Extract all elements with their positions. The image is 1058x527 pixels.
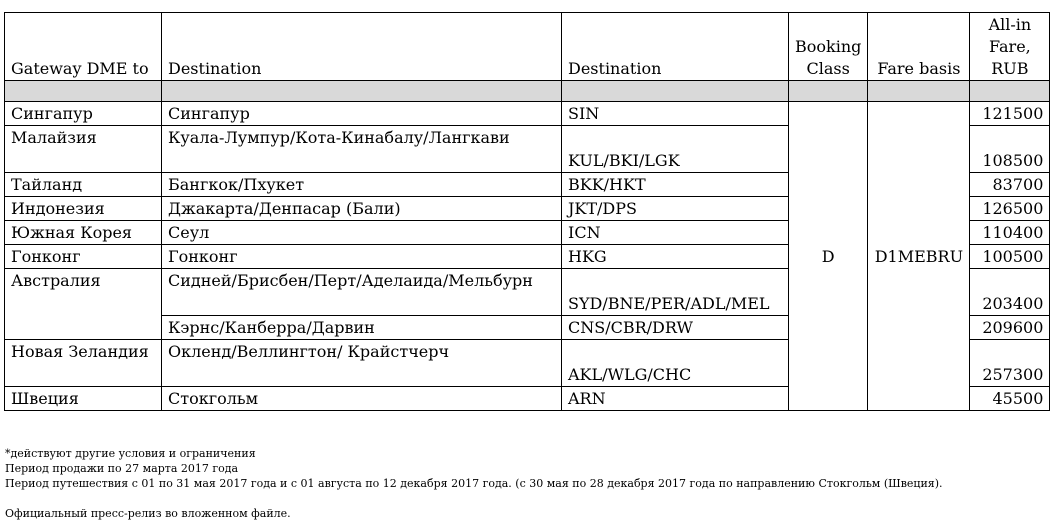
fare-cell: 257300	[970, 340, 1050, 387]
fare-cell: 45500	[970, 387, 1050, 411]
country-cell: Тайланд	[5, 173, 162, 197]
footnote-press-release: Официальный пресс-релиз во вложенном файле.	[5, 507, 291, 520]
fare-basis-cell: D1MEBRU	[868, 102, 970, 411]
fare-cell: 83700	[970, 173, 1050, 197]
footnote-travel-period: Период путешествия с 01 по 31 мая 2017 года и с 01 августа по 12 декабря 2017 года. (с 30 мая по 28 декабря 2017 года по направлению Стокгольм (Швеция).	[5, 477, 943, 490]
city-cell: Гонконг	[162, 245, 562, 269]
code-cell: SYD/BNE/PER/ADL/MEL	[562, 269, 789, 316]
city-cell: Окленд/Веллингтон/ Крайстчерч	[162, 340, 562, 387]
country-cell: Новая Зеландия	[5, 340, 162, 387]
fare-cell: 121500	[970, 102, 1050, 126]
country-cell: Малайзия	[5, 126, 162, 173]
header-row	[5, 13, 1050, 81]
fare-cell: 209600	[970, 316, 1050, 340]
header-destination-code: Destination	[562, 13, 789, 81]
code-cell: ARN	[562, 387, 789, 411]
city-cell: Сидней/Брисбен/Перт/Аделаида/Мельбурн	[162, 269, 562, 316]
country-cell: Австралия	[5, 269, 162, 340]
header-fare-basis: Fare basis	[868, 13, 970, 81]
city-cell: Сингапур	[162, 102, 562, 126]
footnote-sale-period: Период продажи по 27 марта 2017 года	[5, 462, 239, 475]
city-cell: Кэрнс/Канберра/Дарвин	[162, 316, 562, 340]
booking-class-cell: D	[789, 102, 868, 411]
separator-row	[5, 81, 1050, 102]
code-cell: BKK/HKT	[562, 173, 789, 197]
city-cell: Стокгольм	[162, 387, 562, 411]
country-cell: Сингапур	[5, 102, 162, 126]
header-gateway: Gateway DME to	[5, 13, 162, 81]
country-cell: Южная Корея	[5, 221, 162, 245]
footnotes	[5, 446, 943, 521]
fare-cell: 203400	[970, 269, 1050, 316]
fare-cell: 100500	[970, 245, 1050, 269]
city-cell: Куала-Лумпур/Кота-Кинабалу/Лангкави	[162, 126, 562, 173]
footnote-conditions: *действуют другие условия и ограничения	[5, 447, 256, 460]
header-fare: All-in Fare, RUB	[970, 13, 1050, 81]
country-cell: Индонезия	[5, 197, 162, 221]
fare-cell: 108500	[970, 126, 1050, 173]
code-cell: SIN	[562, 102, 789, 126]
code-cell: JKT/DPS	[562, 197, 789, 221]
country-cell: Швеция	[5, 387, 162, 411]
fare-cell: 126500	[970, 197, 1050, 221]
code-cell: KUL/BKI/LGK	[562, 126, 789, 173]
code-cell: HKG	[562, 245, 789, 269]
code-cell: AKL/WLG/CHC	[562, 340, 789, 387]
city-cell: Бангкок/Пхукет	[162, 173, 562, 197]
fare-cell: 110400	[970, 221, 1050, 245]
table-row	[5, 102, 1050, 126]
header-booking-class: Booking Class	[789, 13, 868, 81]
code-cell: CNS/CBR/DRW	[562, 316, 789, 340]
city-cell: Сеул	[162, 221, 562, 245]
code-cell: ICN	[562, 221, 789, 245]
header-destination-name: Destination	[162, 13, 562, 81]
country-cell: Гонконг	[5, 245, 162, 269]
fares-table	[4, 12, 1050, 411]
city-cell: Джакарта/Денпасар (Бали)	[162, 197, 562, 221]
